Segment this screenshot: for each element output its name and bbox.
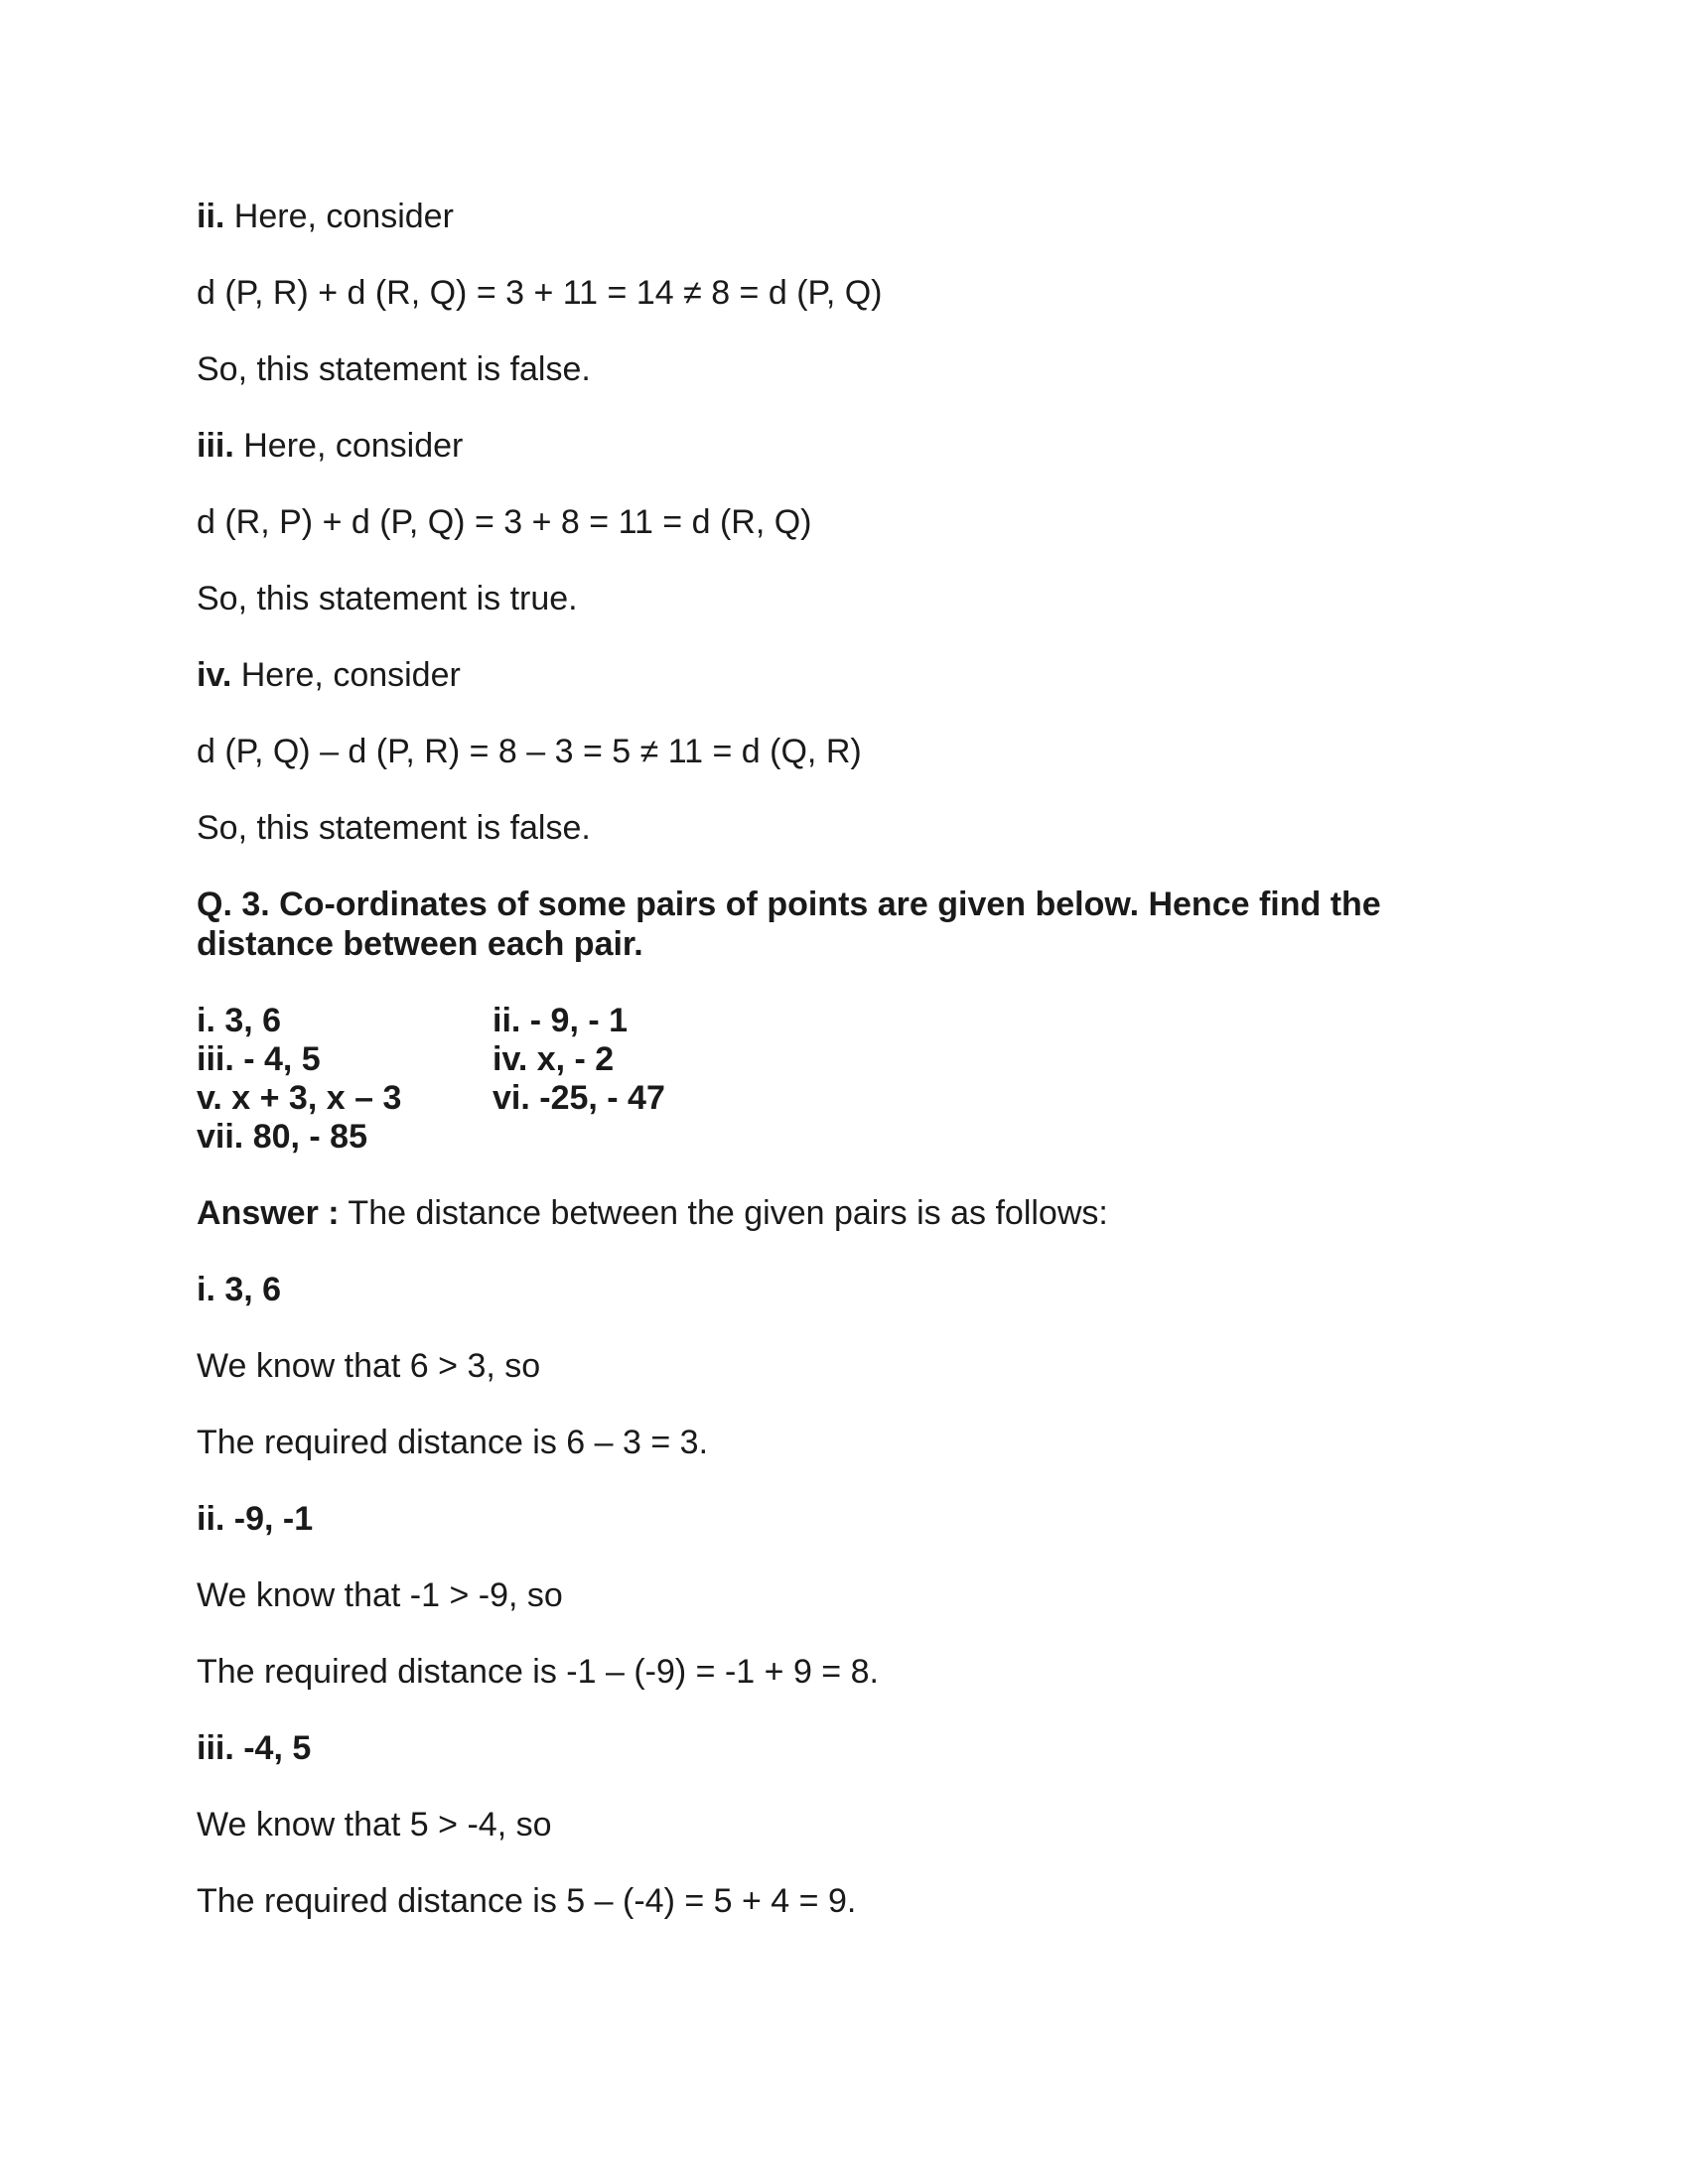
answer-part-heading: i. 3, 6 [197,1271,282,1308]
part-text: Here, consider [224,198,454,235]
part-iv-heading [197,655,1497,695]
conclusion-line: So, this statement is false. [197,809,591,847]
answer-part-heading: ii. -9, -1 [197,1500,314,1538]
part-label: ii. [197,198,225,235]
part-label: iii. [197,427,234,465]
answer-line: We know that 6 > 3, so [197,1347,541,1385]
part-text: Here, consider [231,656,461,694]
answer-intro [197,1193,1497,1233]
pair-item: i. 3, 6 [197,1002,282,1039]
equation-line: d (P, R) + d (R, Q) = 3 + 11 = 14 ≠ 8 = d (P, Q) [197,274,883,312]
answer-label: Answer : [197,1194,340,1232]
part-text: Here, consider [233,427,464,465]
document-page [197,197,1497,1921]
conclusion-line: So, this statement is false. [197,350,591,388]
pair-item: iii. - 4, 5 [197,1040,321,1078]
answer-intro-text: The distance between the given pairs is as follows: [339,1194,1108,1232]
answer-line: The required distance is 5 – (-4) = 5 + 4 = 9. [197,1882,857,1920]
pair-item: iv. x, - 2 [492,1040,615,1078]
pair-item: v. x + 3, x – 3 [197,1079,402,1117]
pair-item: ii. - 9, - 1 [492,1002,629,1039]
part-iii-heading [197,426,1497,466]
pair-item: vii. 80, - 85 [197,1118,367,1156]
answer-line: We know that -1 > -9, so [197,1576,563,1614]
part-ii-heading [197,197,1497,236]
answer-line: We know that 5 > -4, so [197,1806,552,1843]
answer-part-heading: iii. -4, 5 [197,1729,312,1767]
pair-item: vi. -25, - 47 [492,1079,665,1117]
conclusion-line: So, this statement is true. [197,580,578,617]
answer-line: The required distance is 6 – 3 = 3. [197,1424,709,1461]
equation-line: d (R, P) + d (P, Q) = 3 + 8 = 11 = d (R, Q) [197,503,812,541]
part-label: iv. [197,656,232,694]
equation-line: d (P, Q) – d (P, R) = 8 – 3 = 5 ≠ 11 = d (Q, R) [197,733,862,770]
pairs-grid [197,1002,1497,1157]
answer-line: The required distance is -1 – (-9) = -1 + 9 = 8. [197,1653,879,1691]
question-title: Q. 3. Co-ordinates of some pairs of points are given below. Hence find the distance between each pair. [197,886,1381,963]
